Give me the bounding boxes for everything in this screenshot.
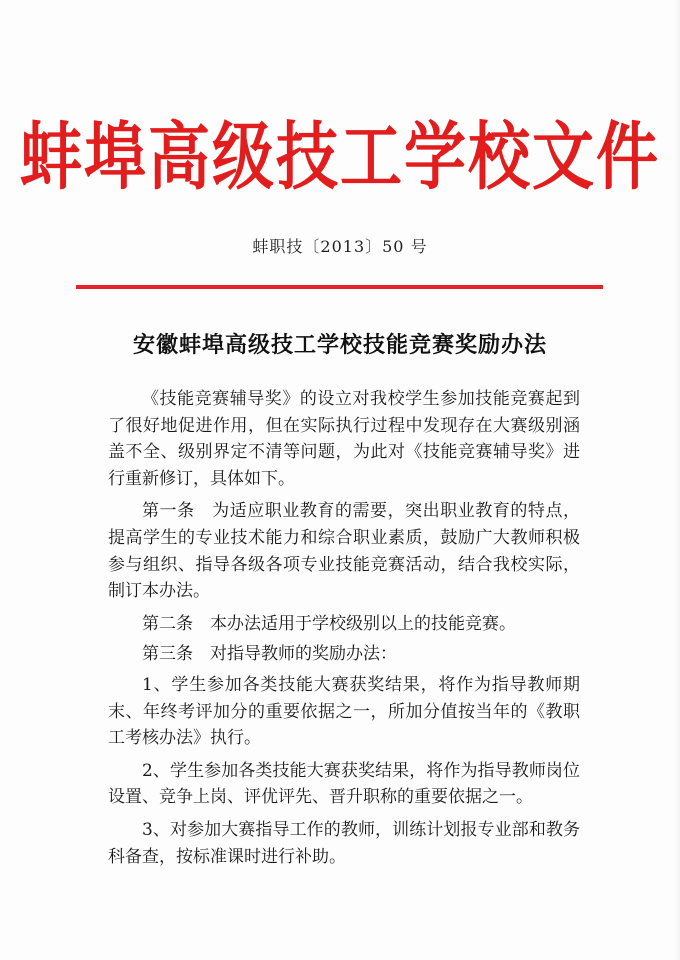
document-heading: 安徽蚌埠高级技工学校技能竞赛奖励办法 — [132, 332, 547, 358]
paragraph-article-3: 第三条 对指导教师的奖励办法： — [142, 644, 397, 665]
scan-edge-shadow — [674, 0, 680, 960]
letterhead-title: 蚌埠高级技工学校文件 — [19, 113, 660, 200]
document-body — [108, 386, 580, 876]
paragraph-article-2: 第二条 本办法适用于学校级别以上的技能竞赛。 — [142, 613, 516, 634]
paragraph-item-3: 3、对参加大赛指导工作的教师，训练计划报专业部和教务科备查，按标准课时进行补助。 — [108, 819, 580, 867]
paragraph-item-2: 2、学生参加各类技能大赛获奖结果，将作为指导教师岗位设置、竞争上岗、评优评先、晋升职称的重要依据之一。 — [108, 760, 580, 808]
paragraph-item-1: 1、学生参加各类技能大赛获奖结果，将作为指导教师期末、年终考评加分的重要依据之一，所加分值按当年的《教职工考核办法》执行。 — [108, 674, 580, 749]
document-number: 蚌职技〔2013〕50 号 — [252, 237, 428, 256]
paragraph-article-1: 第一条 为适应职业教育的需要，突出职业教育的特点，提高学生的专业技术能力和综合职业素质，鼓励广大教师积极参与组织、指导各级各项专业技能竞赛活动，结合我校实际，制订本办法。 — [108, 501, 580, 602]
red-divider-line — [76, 285, 603, 289]
paragraph-intro: 《技能竞赛辅导奖》的设立对我校学生参加技能竞赛起到了很好地促进作用，但在实际执行过程中发现存在大赛级别涵盖不全、级别界定不清等问题，为此对《技能竞赛辅导奖》进行重新修订，具体如下。 — [108, 389, 580, 489]
